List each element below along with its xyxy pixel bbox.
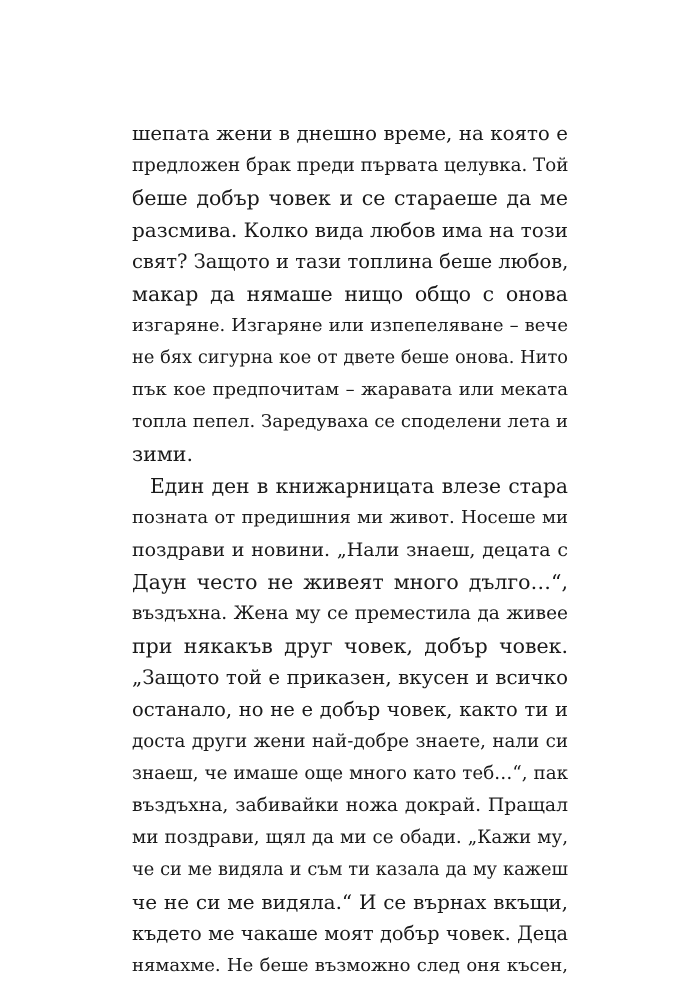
body-text [132,118,568,982]
text-line: пък кое предпочитам – жаравата или меката [132,379,568,400]
text-line: свят? Защото и тази топлина беше любов, [132,250,569,273]
text-line: не бях сигурна кое от двете беше онова. Нито [132,348,568,368]
text-line: че не си ме видяла.“ И се върнах вкъщи, [132,890,568,914]
text-line: Един ден в книжарницата влезе стара [150,474,568,498]
text-line: зими. [132,442,193,466]
text-line: ми поздрави, щял да ми се обади. „Кажи му, [132,827,568,848]
text-line: че си ме видяла и съм ти казала да му кажеш [132,860,568,880]
text-line: при някакъв друг човек, добър човек. [132,634,568,658]
text-line: знаеш, че имаше още много като теб…“, пак [132,763,568,784]
text-line: въздъхна, забивайки ножа докрай. Пращал [132,795,568,816]
text-line: поздрави и новини. „Нали знаеш, децата с [132,539,568,561]
text-line: беше добър човек и се стараеше да ме [132,186,568,210]
text-line: позната от предишния ми живот. Носеше ми [132,507,568,528]
text-line: останало, но не е добър човек, както ти и [132,698,568,721]
text-line: нямахме. Не беше възможно след оня късен, [132,955,568,976]
text-line: въздъхна. Жена му се преместила да живее [132,603,568,624]
text-line: където ме чакаше моят добър човек. Деца [132,922,568,945]
text-line: изгаряне. Изгаряне или изпепеляване – вече [132,315,568,336]
text-line: макар да нямаше нищо общо с онова [132,282,568,306]
text-line: доста други жени най-добре знаете, нали си [132,731,568,752]
text-line: шепата жени в днешно време, на която е [132,122,568,145]
text-line: предложен брак преди първата целувка. Той [132,155,569,176]
text-line: „Защото той е приказен, вкусен и всичко [132,666,568,689]
text-line: топла пепел. Заредуваха се споделени лета и [132,411,568,432]
text-line: Даун често не живеят много дълго…“, [132,570,568,594]
text-line: разсмива. Колко вида любов има на този [132,218,568,242]
